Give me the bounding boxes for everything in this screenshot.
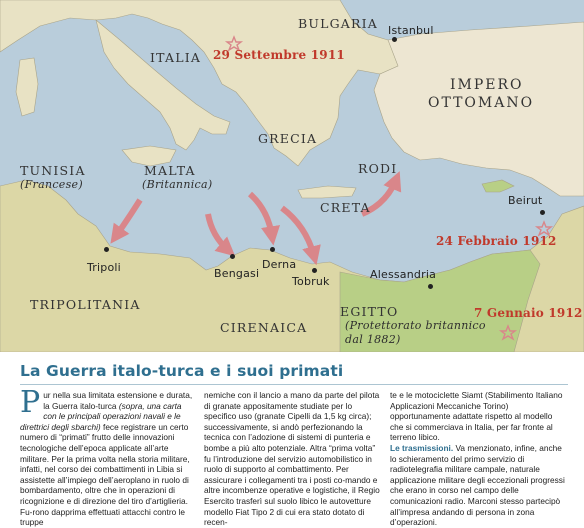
label-tunisia-sub: (Francese) [20,178,83,191]
city-dot-tobruk [312,268,317,273]
label-tripoli: Tripoli [87,261,121,274]
title-divider [20,384,568,385]
article-column-1 [20,385,196,528]
drop-cap: P [20,385,41,420]
city-dot-tripoli [104,247,109,252]
label-malta-sub: (Britannica) [142,178,213,191]
label-egitto-sub2: dal 1882) [345,333,401,346]
city-dot-alessandria [428,284,433,289]
label-ottomano: OTTOMANO [428,95,535,111]
label-grecia: GRECIA [258,131,318,146]
label-impero: IMPERO [450,77,524,93]
col2-text: nemiche con il lancio a mano da parte del pilota di granate appositamente studiate per lo specifico uso (granate Cipelli da 1,5 kg circa); successivamente, si andò perfezionando la tecnica con l’adozione di sistemi di punteria e bombe a più alto potenziale. Altra “prima volta” fu l’introduzione del servizio automobilistico in ruolo di supporto al combattimento. Per assicurare i collegamenti tra i posti co-mando e altre incombenze operative e logistiche, il Regio Esercito trasferì sul suolo libico le autovetture modello Fiat Tipo 2 di cui era stato dotato di recen- [204,390,380,528]
col1-text-a: ur nella sua limitata estensione e durata, la Guerra italo-turca [43,390,193,411]
col3-text-b: Va menzionato, infine, anche lo schieramento del primo servizio di radiotelegrafia militare campale, naturale applicazione militare degli eccezionali progressi che erano in corso nel campo delle comunicazioni radio. Marconi stesso partecipò all’impresa andando di persona in zona d’operazioni. [390,442,565,528]
event-jan-1912: 7 Gennaio 1912 [474,306,583,320]
col3-text-a: te e le motociclette Siamt (Stabilimento Italiano Applicazioni Meccaniche Torino) opportunamente adattate rispetto al modello che si commerciava in Italia, per far fronte al terreno libico. [390,390,563,443]
city-dot-beirut [540,210,545,215]
label-egitto: EGITTO [340,304,399,319]
city-dot-derna [270,247,275,252]
label-derna: Derna [262,258,297,271]
label-tobruk: Tobruk [292,275,330,288]
city-dot-bengasi [230,254,235,259]
city-dot-istanbul [392,37,397,42]
event-feb-1912: 24 Febbraio 1912 [436,234,557,248]
label-tripolitania: TRIPOLITANIA [30,297,141,312]
col1-text-b: fece registrare un certo numero di “primati” frutto delle innovazioni tecnologiche dell’epoca applicate all’arte militare. Per la prima volta nella storia militare, infatti, nel corso dei combattimenti in Libia si assistette all’impiego dell’aeroplano in ruolo di bombardamento, oltre che in operazioni di ricognizione e di direzione del tiro d’artiglieria. Fu-rono dapprima effettuati attacchi contro le truppe [20,421,190,528]
label-cirenaica: CIRENAICA [220,320,308,335]
label-malta: MALTA [144,163,196,178]
event-sep-1911: 29 Settembre 1911 [213,48,345,62]
label-bulgaria: BULGARIA [298,16,379,31]
article-title: La Guerra italo-turca e i suoi primati [20,362,344,380]
article [0,352,584,528]
label-bengasi: Bengasi [214,267,260,280]
label-italia: ITALIA [150,50,202,65]
article-column-3 [390,390,566,528]
article-column-2 [204,390,380,528]
label-alessandria: Alessandria [370,268,437,281]
label-tunisia: TUNISIA [20,163,86,178]
label-beirut: Beirut [508,194,543,207]
col1-caption-ref: (sopra, una carta con le principali operazioni navali e le direttrici degli sbarchi) [20,400,182,432]
label-istanbul: Istanbul [388,24,434,37]
col3-subheading: Le trasmissioni. [390,442,454,453]
label-rodi: RODI [358,161,398,176]
label-egitto-sub1: (Protettorato britannico [345,319,486,332]
label-creta: CRETA [320,200,371,215]
